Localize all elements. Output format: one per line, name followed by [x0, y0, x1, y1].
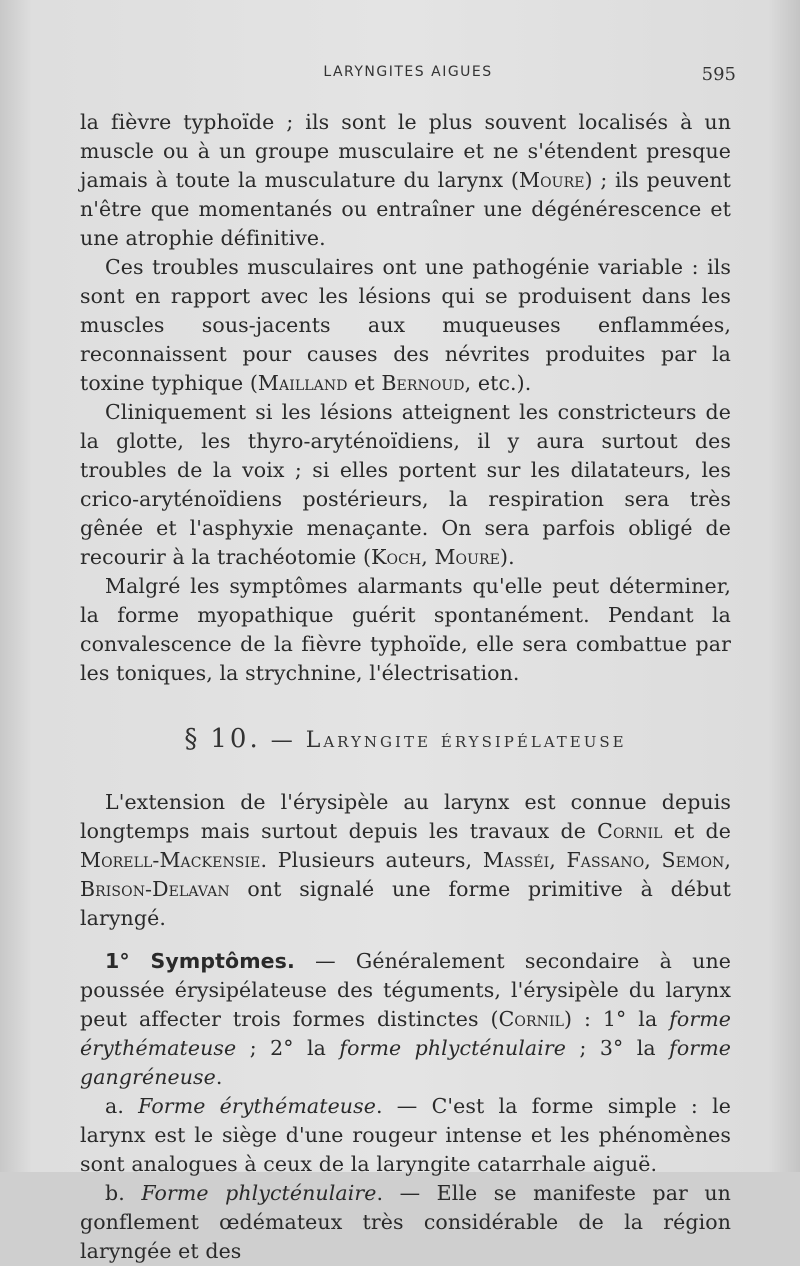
paragraph-5-text-end: ont signalé une forme primitive à début laryngé.: [80, 877, 731, 930]
paragraph-5-connector: . Plusieurs auteurs,: [260, 848, 483, 872]
section-number: 10.: [210, 724, 261, 754]
paragraph-5-connector: et de: [662, 819, 731, 843]
separator: ,: [549, 848, 567, 872]
section-title: Laryngite érysipélateuse: [305, 728, 627, 753]
separator: ,: [724, 848, 731, 872]
paragraph-2-text: Ces troubles musculaires ont une pathogénie variable : ils sont en rapport avec les lésions qui se produisent dans les muscles sous-jacents aux muqueuses enflammées, reconnaissent pour causes des névrites produites par la toxine typhique (: [80, 255, 731, 395]
form-name: forme érythémateuse: [80, 1007, 732, 1060]
page-header: [80, 64, 736, 94]
paragraph-7: [80, 1092, 731, 1179]
paragraph-gap: [80, 933, 731, 947]
paragraph-2-connector: et: [347, 371, 382, 395]
paragraph-1-text-end: ) ; ils peuvent n'être que momentanés ou entraîner une dégénérescence et une atrophie définitive.: [80, 168, 731, 250]
body-text: [80, 108, 731, 1266]
paragraph-4: Malgré les symptômes alarmants qu'elle peut déterminer, la forme myopathique guérit spontanément. Pendant la convalescence de la fièvre typhoïde, elle sera combattue par les toniques, la strychnine, l'électrisation.: [80, 574, 731, 685]
author-name: Cornil: [597, 819, 663, 843]
page-number: 595: [701, 64, 736, 85]
form-name: Forme phlycténulaire: [141, 1181, 377, 1205]
paragraph-2: [80, 253, 731, 398]
author-name: Moure: [434, 545, 500, 569]
paragraph-8-text: . — Elle se manifeste par un gonflement œdémateux très considérable de la région laryngée et des: [80, 1181, 731, 1263]
paragraph-3-text: Cliniquement si les lésions atteignent les constricteurs de la glotte, les thyro-aryténoïdiens, il y aura surtout des troubles de la voix ; si elles portent sur les dilatateurs, les crico-aryténoïdiens postérieurs, la respiration sera très gênée et l'asphyxie menaçante. On sera parfois obligé de recourir à la trachéotomie (: [80, 400, 731, 569]
author-name: Cornil: [498, 1007, 565, 1031]
section-symbol: §: [184, 724, 201, 754]
author-name: Morell-Mackensie: [80, 848, 261, 872]
separator: ,: [644, 848, 662, 872]
paragraph-6: [80, 947, 731, 1092]
author-name: Masséi: [482, 848, 550, 872]
author-name: Semon: [661, 848, 725, 872]
paragraph-6-text: ) : 1° la: [564, 1007, 670, 1031]
form-name: forme gangréneuse: [80, 1036, 731, 1089]
form-name: forme phlycténulaire: [339, 1036, 567, 1060]
paragraph-3: [80, 398, 731, 572]
list-label: a.: [105, 1094, 139, 1118]
paragraph-1-text: la fièvre typhoïde ; ils sont le plus souvent localisés à un muscle ou à un groupe musculaire et ne s'étendent presque jamais à toute la musculature du larynx (: [80, 110, 731, 192]
paragraph-5-text: L'extension de l'érysipèle au larynx est connue depuis longtemps mais surtout depuis les travaux de: [80, 790, 731, 843]
form-name: Forme érythémateuse: [138, 1094, 376, 1118]
author-name: Moure: [519, 168, 585, 192]
subsection-heading: 1° Symptômes.: [105, 949, 295, 973]
author-name: Brison-Delavan: [80, 877, 230, 901]
running-title: LARYNGITES AIGUES: [323, 64, 493, 80]
paragraph-6-text-end: .: [215, 1065, 223, 1089]
section-heading: [80, 724, 731, 754]
author-name: Mailland: [257, 371, 348, 395]
paragraph-3-connector: ,: [421, 545, 435, 569]
author-name: Fassano: [566, 848, 645, 872]
paragraph-3-text-end: ).: [500, 545, 515, 569]
list-label: b.: [105, 1181, 142, 1205]
paragraph-2-text-end: , etc.).: [464, 371, 532, 395]
paragraph-6-text: ; 3° la: [566, 1036, 670, 1060]
paragraph-6-text: — Généralement secondaire à une poussée érysipélateuse des téguments, l'érysipèle du larynx peut affecter trois formes distinctes (: [80, 949, 731, 1031]
paragraph-7-text: . — C'est la forme simple : le larynx est le siège d'une rougeur intense et les phénomènes sont analogues à ceux de la laryngite catarrhale aiguë.: [80, 1094, 732, 1176]
paragraph-6-text: ; 2° la: [236, 1036, 340, 1060]
section-dash: —: [270, 728, 296, 753]
paragraph-5: [80, 788, 731, 933]
author-name: Koch: [371, 545, 422, 569]
paragraph-8: [80, 1179, 731, 1266]
author-name: Bernoud: [381, 371, 465, 395]
paragraph-1: [80, 108, 731, 253]
